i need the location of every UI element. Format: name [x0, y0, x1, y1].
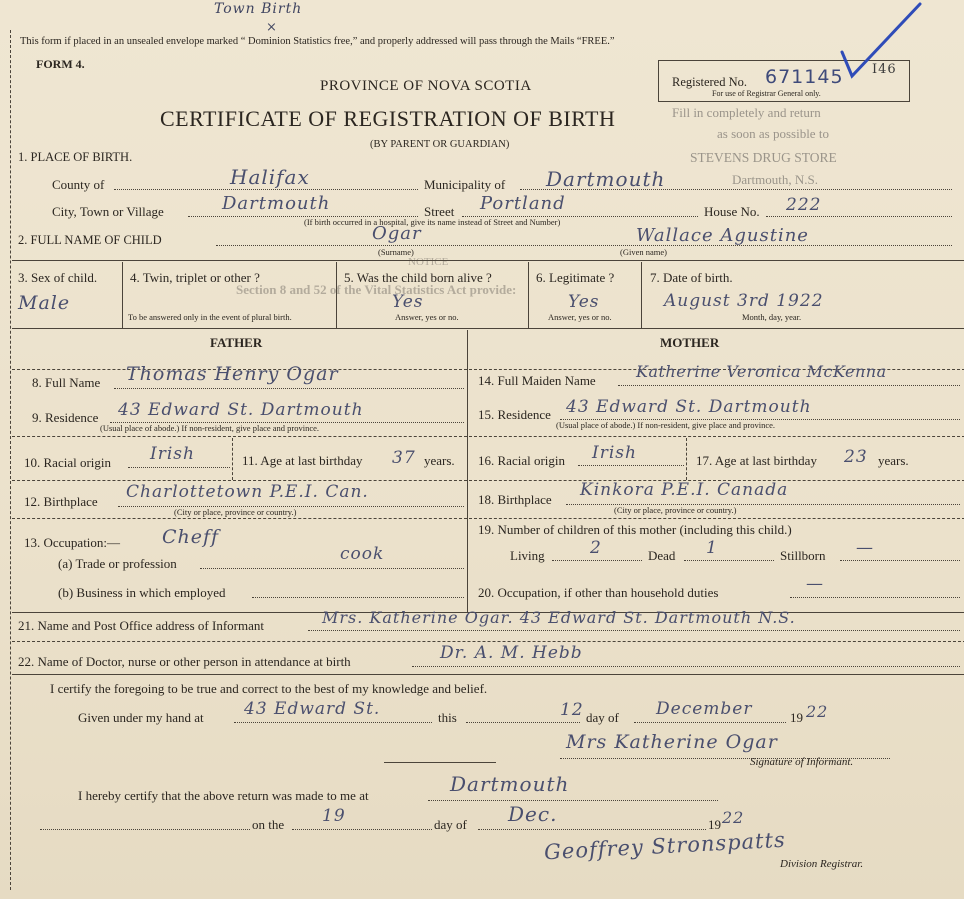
certificate-subtitle: (BY PARENT OR GUARDIAN): [370, 139, 510, 150]
doctor-value: Dr. A. M. Hebb: [440, 643, 583, 663]
registrar-line: I hereby certify that the above return was made to me at: [78, 788, 369, 803]
living-label: Living: [510, 548, 545, 563]
mother-birthplace-caption: (City or place, province or country.): [614, 505, 737, 515]
municipality-label: Municipality of: [424, 177, 506, 192]
mother-name-label: 14. Full Maiden Name: [478, 373, 596, 388]
parents-divider: [467, 330, 468, 612]
father-residence-label: 9. Residence: [32, 410, 99, 425]
registrar-note: For use of Registrar General only.: [712, 89, 821, 98]
dead-label: Dead: [648, 548, 676, 563]
father-residence-value: 43 Edward St. Dartmouth: [118, 400, 364, 420]
province-heading: PROVINCE OF NOVA SCOTIA: [320, 78, 532, 94]
registrar-month-value: Dec.: [508, 802, 558, 826]
rule-4: [12, 674, 964, 675]
stillborn-label: Stillborn: [780, 548, 826, 563]
child-given-value: Wallace Agustine: [636, 225, 809, 246]
father-occupation-label: 13. Occupation:—: [24, 535, 121, 550]
father-birthplace-value: Charlottetown P.E.I. Can.: [126, 482, 369, 502]
trade-value: cook: [340, 544, 385, 564]
father-age-label: 11. Age at last birthday: [242, 453, 363, 468]
informant-signature-caption: Signature of Informant.: [750, 756, 854, 768]
hospital-note: (If birth occurred in a hospital, give its name instead of Street and Number): [304, 217, 561, 227]
mother-residence-value: 43 Edward St. Dartmouth: [566, 397, 812, 417]
stamp-line-4: Dartmouth, N.S.: [732, 172, 818, 187]
living-value: 2: [590, 538, 602, 558]
father-occupation-value: Cheff: [162, 526, 220, 548]
county-label: County of: [52, 177, 105, 192]
mother-birthplace-label: 18. Birthplace: [478, 492, 552, 507]
registrar-year-prefix: 19: [708, 817, 721, 832]
dob-value: August 3rd 1922: [664, 291, 824, 311]
registrar-day-value: 19: [322, 806, 346, 826]
mother-residence-label: 15. Residence: [478, 407, 551, 422]
municipality-value: Dartmouth: [546, 167, 666, 191]
street-value: Portland: [480, 193, 566, 214]
cert-year-prefix: 19: [790, 710, 803, 725]
registrar-place-value: Dartmouth: [450, 772, 570, 796]
father-race-value: Irish: [150, 444, 195, 464]
form-number: FORM 4.: [36, 57, 85, 71]
cert-year-value: 22: [806, 702, 829, 721]
father-heading: FATHER: [210, 335, 263, 350]
sex-label: 3. Sex of child.: [18, 270, 98, 285]
certify-line: I certify the foregoing to be true and correct to the best of my knowledge and belief.: [50, 681, 488, 696]
margin-x-mark: ×: [266, 20, 278, 35]
father-race-label: 10. Racial origin: [24, 455, 112, 470]
county-value: Halifax: [230, 165, 310, 189]
sex-value: Male: [18, 292, 71, 314]
mother-occupation-value: —: [806, 574, 824, 594]
informant-signature: Mrs Katherine Ogar: [566, 731, 778, 753]
mother-race-value: Irish: [592, 443, 637, 463]
business-label: (b) Business in which employed: [58, 585, 226, 600]
this-label: this: [438, 710, 457, 725]
father-years: years.: [424, 453, 455, 468]
trade-label: (a) Trade or profession: [58, 556, 177, 571]
father-birthplace-label: 12. Birthplace: [24, 494, 98, 509]
legit-value: Yes: [568, 292, 600, 312]
twin-label: 4. Twin, triplet or other ?: [130, 270, 260, 285]
father-birthplace-caption: (City or place, province or country.): [174, 507, 297, 517]
corner-mark: I46: [872, 62, 897, 77]
street-label: Street: [424, 204, 455, 219]
mother-name-value: Katherine Veronica McKenna: [636, 362, 887, 381]
certificate-title: CERTIFICATE OF REGISTRATION OF BIRTH: [160, 106, 616, 131]
stillborn-value: —: [856, 538, 874, 558]
registrar-signature: Geoffrey Stronspatts: [543, 827, 787, 865]
father-name-value: Thomas Henry Ogar: [126, 363, 339, 385]
margin-note: Town Birth: [214, 1, 303, 17]
doctor-label: 22. Name of Doctor, nurse or other person in attendance at birth: [18, 654, 351, 669]
mother-occupation-label: 20. Occupation, if other than household duties: [478, 585, 719, 600]
check-mark-icon: [836, 0, 926, 90]
father-name-label: 8. Full Name: [32, 375, 101, 390]
child-name-label: 2. FULL NAME OF CHILD: [18, 233, 162, 247]
legit-label: 6. Legitimate ?: [536, 270, 615, 285]
mail-note: This form if placed in an unsealed envelope marked “ Dominion Statistics free,” and properly addressed will pass through the Mails “FREE.”: [20, 36, 615, 47]
registered-number: 671145: [765, 66, 844, 88]
city-label: City, Town or Village: [52, 204, 164, 219]
alive-label: 5. Was the child born alive ?: [344, 270, 492, 285]
given-label: Given under my hand at: [78, 710, 204, 725]
registrar-year-value: 22: [722, 808, 745, 827]
mother-age-value: 23: [844, 447, 868, 467]
mother-age-label: 17. Age at last birthday: [696, 453, 817, 468]
given-caption: (Given name): [620, 247, 667, 257]
children-count-label: 19. Number of children of this mother (including this child.): [478, 522, 792, 537]
house-value: 222: [786, 195, 822, 215]
place-of-birth-heading: 1. PLACE OF BIRTH.: [18, 150, 133, 164]
cert-month-value: December: [656, 699, 753, 719]
informant-value: Mrs. Katherine Ogar. 43 Edward St. Dartmouth N.S.: [322, 608, 796, 627]
dob-label: 7. Date of birth.: [650, 270, 733, 285]
stamp-line-2: as soon as possible to: [717, 126, 829, 141]
alive-caption: Answer, yes or no.: [395, 312, 459, 322]
rule-1: [12, 260, 964, 261]
day-of-label: day of: [434, 817, 467, 832]
registered-label: Registered No.: [672, 75, 747, 89]
mother-years: years.: [878, 453, 909, 468]
on-the-label: on the: [252, 817, 285, 832]
mother-residence-caption: (Usual place of abode.) If non-resident, give place and province.: [556, 420, 776, 430]
dob-caption: Month, day, year.: [742, 312, 802, 322]
stamp-line-3: STEVENS DRUG STORE: [690, 150, 837, 165]
mother-birthplace-value: Kinkora P.E.I. Canada: [580, 480, 789, 500]
legit-caption: Answer, yes or no.: [548, 312, 612, 322]
father-residence-caption: (Usual place of abode.) If non-resident, give place and province.: [100, 423, 320, 433]
dead-value: 1: [706, 538, 718, 558]
city-value: Dartmouth: [222, 193, 331, 214]
notice-line: Section 8 and 52 of the Vital Statistics Act provide:: [236, 282, 517, 297]
surname-caption: (Surname): [378, 247, 414, 257]
notice-heading: NOTICE: [408, 256, 449, 268]
registrar-caption: Division Registrar.: [780, 858, 864, 870]
twin-note: To be answered only in the event of plural birth.: [128, 312, 292, 322]
father-age-value: 37: [392, 448, 416, 468]
stamp-line-1: Fill in completely and return: [672, 105, 821, 120]
alive-value: Yes: [392, 292, 424, 312]
informant-label: 21. Name and Post Office address of Informant: [18, 618, 264, 633]
mother-heading: MOTHER: [660, 335, 720, 350]
cert-day-value: 12: [560, 700, 584, 720]
given-value: 43 Edward St.: [244, 699, 381, 719]
child-surname-value: Ogar: [372, 223, 422, 244]
cert-day-label: day of: [586, 710, 619, 725]
house-label: House No.: [704, 204, 760, 219]
rule-2: [12, 328, 964, 329]
mother-race-label: 16. Racial origin: [478, 453, 566, 468]
